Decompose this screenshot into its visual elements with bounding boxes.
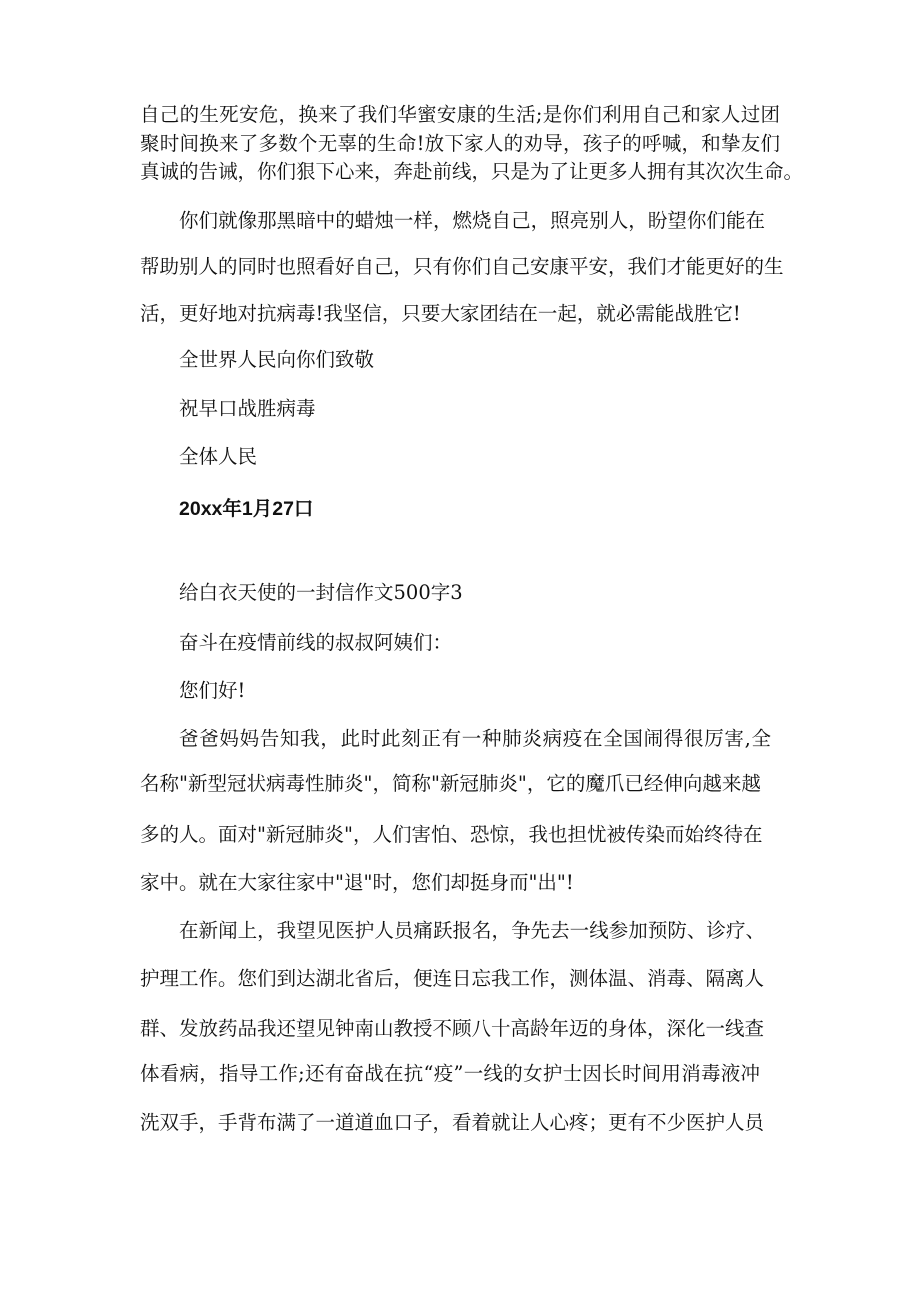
paragraph-line: 帮助别人的同时也照看好自己，只有你们自己安康平安，我们才能更好的生	[140, 255, 784, 278]
date	[179, 496, 313, 522]
section-title: 给白衣天使的一封信作文500字3	[179, 581, 463, 604]
date-text: 20xx年1月27口	[179, 498, 314, 520]
paragraph-line: 在新闻上，我望见医护人员痛跃报名，争先去一线参加预防、诊疗、	[179, 919, 765, 942]
paragraph-line: 体看病，指导工作;还有奋战在抗“疫”一线的女护士因长时间用消毒液冲	[140, 1062, 760, 1085]
paragraph-line: 你们就像那黑暗中的蜡烛一样，燃烧自己，照亮别人，盼望你们能在	[179, 209, 765, 232]
paragraph-line: 爸爸妈妈告知我，此时此刻正有一种肺炎病疫在全国闹得很厉害,全	[179, 727, 771, 750]
closing-line: 全世界人民向你们致敬	[179, 348, 375, 371]
paragraph-line: 自己的生死安危，换来了我们华蜜安康的生活;是你们利用自己和家人过团	[140, 103, 780, 126]
salutation: 奋斗在疫情前线的叔叔阿姨们：	[179, 631, 453, 654]
closing-line: 祝早口战胜病毒	[179, 397, 316, 420]
paragraph-line: 活，更好地对抗病毒!我坚信，只要大家团结在一起，就必需能战胜它!	[140, 302, 741, 325]
paragraph-line: 群、发放药品我还望见钟南山教授不顾八十高龄年迈的身体，深化一线查	[140, 1017, 765, 1040]
greeting: 您们好!	[179, 679, 246, 702]
paragraph-line: 护理工作。您们到达湖北省后，便连日忘我工作，测体温、消毒、隔离人	[140, 967, 765, 990]
signature: 全体人民	[179, 445, 258, 468]
paragraph-line: 聚时间换来了多数个无辜的生命!放下家人的劝导，孩子的呼喊，和挚友们	[140, 132, 780, 155]
paragraph-line: 名称"新型冠状病毒性肺炎"，简称"新冠肺炎"，它的魔爪已经伸向越来越	[140, 772, 761, 795]
paragraph-line: 真诚的告诫，你们狠下心来，奔赴前线，只是为了让更多人拥有其次次生命。	[140, 160, 804, 183]
paragraph-line: 多的人。面对"新冠肺炎"，人们害怕、恐惊，我也担忧被传染而始终待在	[140, 823, 763, 846]
paragraph-line: 家中。就在大家往家中"退"时，您们却挺身而"出"!	[140, 871, 574, 894]
paragraph-line: 洗双手，手背布满了一道道血口子，看着就让人心疼；更有不少医护人员	[140, 1111, 765, 1134]
